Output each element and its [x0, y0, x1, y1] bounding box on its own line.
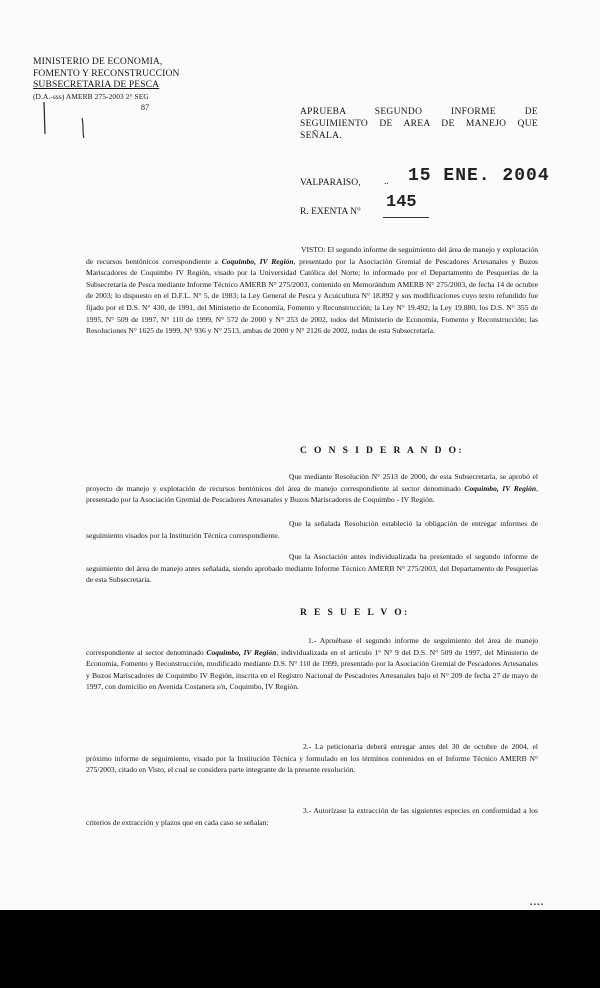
resuelvo-1-region: Coquimbo, IV Región	[206, 647, 277, 657]
considerando-2-text: Que la señalada Resolución estableció la obligación de entregar informes de seguimiento visados por la Institución Técnica correspondiente.	[86, 519, 538, 540]
considerando-3-text: Que la Asociación antes individualizada ha presentado el segundo informe de seguimiento del área de manejo antes señalada, siendo aprobado mediante Informe Técnico AMERB N° 275/2003, del Departamento de Pesquerías de esta Subsecretaría.	[86, 552, 538, 585]
visto-lead: VISTO:	[301, 245, 326, 254]
exenta-underline	[383, 217, 429, 218]
place-label: VALPARAISO,	[300, 178, 361, 188]
considerando-1-text-b: , presentado por la Asociación Gremial de Pescadores Artesanales y Buzos Mariscadores de Coquimbo - IV Región.	[86, 483, 538, 505]
scan-black-border	[0, 910, 600, 988]
considerando-1	[86, 471, 538, 506]
resolution-subject: APRUEBA SEGUNDO INFORME DE SEGUIMIENTO DE AREA DE MANEJO QUE SEÑALA.	[300, 107, 538, 141]
considerando-2	[86, 518, 538, 541]
considerando-heading: C O N S I D E R A N D O:	[300, 446, 464, 456]
visto-paragraph	[86, 244, 538, 337]
handwritten-mark: 87	[141, 103, 150, 112]
date-stamp: 15 ENE. 2004	[408, 166, 550, 186]
header-reference: (D.A.-sss) AMERB 275-2003 2° SEG	[33, 91, 149, 101]
scan-artifact: ▪ ▪ ▪ ▪	[530, 902, 544, 908]
resuelvo-2	[86, 741, 538, 776]
resuelvo-3-text: 3.- Autorízase la extracción de las siguientes especies en conformidad a los criterios de extracción y plazos que en cada caso se señalan:	[86, 806, 538, 827]
resuelvo-1-text-a: 1.- Apruébase el segundo informe de seguimiento del área de manejo correspondiente al sector denominado	[86, 636, 538, 657]
considerando-3	[86, 551, 538, 586]
exenta-number-stamp: 145	[386, 193, 417, 212]
visto-region: Coquimbo, IV Región	[221, 256, 294, 266]
ministry-header	[33, 56, 180, 112]
header-line-1: MINISTERIO DE ECONOMIA,	[33, 56, 163, 67]
visto-text-a: El segundo informe de seguimiento del área de manejo y explotación de recursos bentónicos correspondiente a	[86, 245, 538, 266]
resuelvo-1	[86, 635, 538, 693]
resuelvo-heading: R E S U E L V O:	[300, 608, 410, 618]
visto-text-b: , presentado por la Asociación Gremial de Pescadores Artesanales y Buzos Mariscadores de Coquimbo IV Región, visado por la Universidad Católica del Norte; lo informado por el Departamento de Pesquerías de la Subsecretaría de Pesca mediante Informe Técnico AMERB N° 275/2003, contenido en Memorándum AMERB N° 275/2003, de fecha 14 de octubre de 2003; lo dispuesto en el D.F.L. N° 5, de 1983; la Ley General de Pesca y Acuicultura N° 18.892 y sus modificaciones cuyo texto refundido fue fijado por el D.S. N° 430, de 1991, del Ministerio de Economía, Fomento y Reconstrucción; la Ley N° 19.492; la Ley 19.880, los D.S. N° 355 de 1995, N° 509 de 1997, N° 110 de 1999, N° 572 de 2000 y N° 253 de 2002, todos del Ministerio de Economía, Fomento y Reconstrucción; las Resoluciones N° 1625 de 1999, N° 936 y N° 2513, ambas de 2000 y N° 2126 de 2002, todas de esta Subsecretaría.	[86, 256, 538, 336]
considerando-1-text-a: Que mediante Resolución N° 2513 de 2000, de esta Subsecretaría, se aprobó el proyecto de manejo y explotación de recursos bentónicos del área de manejo correspondiente al sector denominado	[86, 472, 538, 493]
header-line-3: SUBSECRETARIA DE PESCA	[33, 79, 160, 90]
resuelvo-1-text-b: , individualizada en el artículo 1° N° 9 del D.S. N° 509 de 1997, del Ministerio de Economía, Fomento y Reconstrucción, modificado mediante D.S. N° 110 de 1999, presentado por la Asociación Gremial de Pescadores Artesanales y Buzos Mariscadores de Coquimbo IV Región, inscrita en el Registro Nacional de Pescadores Artesanales bajo el N° 209 de fecha 27 de mayo de 1997, con domicilio en Avenida Costanera s/n, Coquimbo, IV Región.	[86, 647, 538, 692]
resuelvo-2-text: 2.- La peticionaria deberá entregar antes del 30 de octubre de 2004, el próximo informe de seguimiento, visado por la Institución Técnica y formulado en los términos contenidos en el Informe Técnico AMERB N° 275/2003, citado en Visto, el cual se considera parte integrante de la presente resolución.	[86, 742, 538, 775]
header-line-2: FOMENTO Y RECONSTRUCCION	[33, 67, 180, 79]
considerando-1-region: Coquimbo, IV Región	[464, 483, 537, 493]
resuelvo-3	[86, 805, 538, 828]
exenta-label: R. EXENTA N°	[300, 207, 361, 217]
handwritten-flourish	[38, 98, 98, 140]
date-dots: ..	[384, 176, 389, 186]
